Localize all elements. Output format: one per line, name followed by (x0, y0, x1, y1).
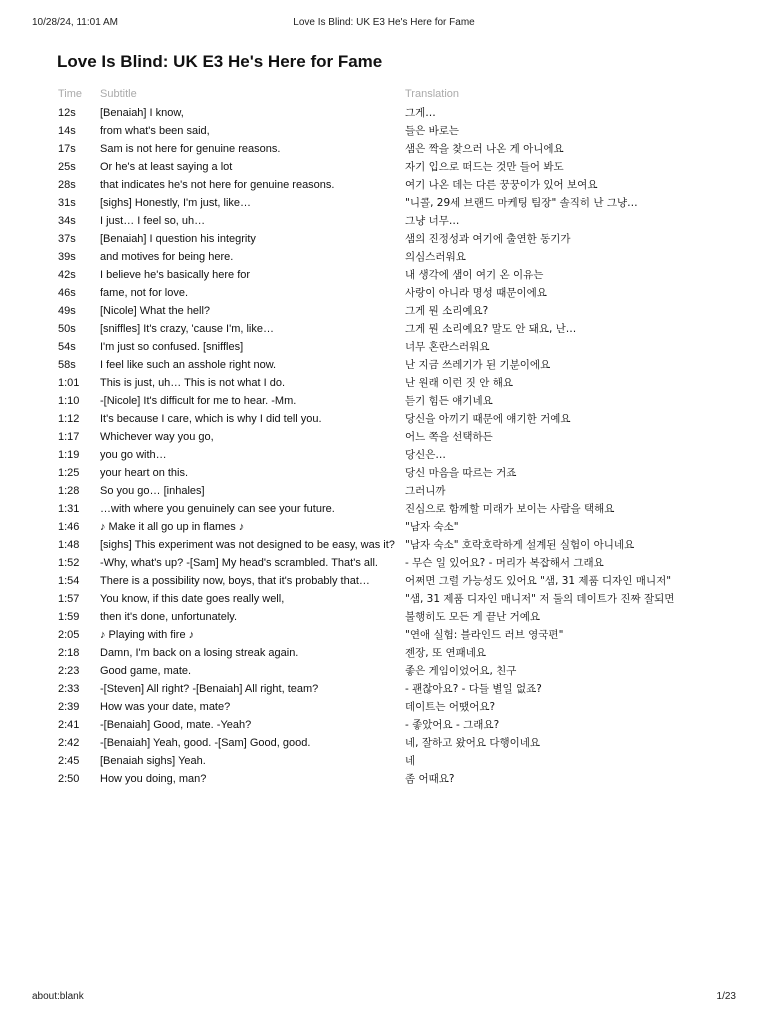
time-cell: 2:23 (58, 665, 80, 677)
table-row (52, 770, 712, 788)
subtitle-cell: your heart on this. (100, 467, 189, 479)
translation-cell: 당신을 아끼기 때문에 얘기한 거예요 (405, 413, 571, 425)
time-cell: 28s (58, 179, 76, 191)
translation-cell: 그게… (405, 107, 436, 119)
table-row (52, 230, 712, 248)
time-cell: 2:05 (58, 629, 80, 641)
translation-cell: - 무슨 일 있어요? - 머리가 복잡해서 그래요 (405, 557, 604, 569)
table-row (52, 734, 712, 752)
time-cell: 1:01 (58, 377, 80, 389)
table-row (52, 590, 712, 608)
time-cell: 34s (58, 215, 76, 227)
time-cell: 1:19 (58, 449, 80, 461)
table-row (52, 374, 712, 392)
translation-cell: "니콜, 29세 브랜드 마케팅 팀장" 솔직히 난 그냥… (405, 197, 638, 209)
time-cell: 1:31 (58, 503, 80, 515)
subtitle-cell: ♪ Make it all go up in flames ♪ (100, 521, 245, 533)
subtitle-cell: [Benaiah] I know, (100, 107, 184, 119)
subtitle-cell: -[Nicole] It's difficult for me to hear. -Mm. (100, 395, 297, 407)
table-row (52, 320, 712, 338)
subtitle-cell: I feel like such an asshole right now. (100, 359, 277, 371)
print-header (32, 17, 736, 31)
translation-cell: 샘은 짝을 찾으러 나온 게 아니에요 (405, 143, 564, 155)
table-body (52, 104, 712, 788)
print-doc-title: Love Is Blind: UK E3 He's Here for Fame (293, 17, 475, 28)
table-row (52, 518, 712, 536)
time-cell: 1:10 (58, 395, 80, 407)
translation-cell: 샘의 진정성과 여기에 출연한 동기가 (405, 233, 571, 245)
subtitle-cell: from what's been said, (100, 125, 210, 137)
subtitle-cell: [sighs] This experiment was not designed to be easy, was it? (100, 539, 395, 551)
subtitle-cell: I believe he's basically here for (100, 269, 251, 281)
table-row (52, 158, 712, 176)
subtitle-cell: So you go… [inhales] (100, 485, 205, 497)
translation-cell: 젠장, 또 연패네요 (405, 647, 487, 659)
table-row (52, 284, 712, 302)
time-cell: 1:12 (58, 413, 80, 425)
subtitle-cell: [sniffles] It's crazy, 'cause I'm, like… (100, 323, 274, 335)
subtitle-cell: Or he's at least saying a lot (100, 161, 233, 173)
page-title: Love Is Blind: UK E3 He's Here for Fame (57, 52, 383, 71)
table-row (52, 554, 712, 572)
table-row (52, 608, 712, 626)
print-footer (32, 991, 736, 1005)
time-cell: 12s (58, 107, 76, 119)
table-row (52, 536, 712, 554)
translation-cell: 난 원래 이런 짓 안 해요 (405, 377, 513, 389)
table-row (52, 698, 712, 716)
translation-cell: 진심으로 함께할 미래가 보이는 사람을 택해요 (405, 503, 615, 515)
translation-cell: 어느 쪽을 선택하든 (405, 431, 493, 443)
table-row (52, 140, 712, 158)
translation-cell: "샘, 31 제품 디자인 매니저" 저 둘의 데이트가 진짜 잘되면 (405, 593, 675, 605)
time-cell: 1:28 (58, 485, 80, 497)
time-cell: 58s (58, 359, 76, 371)
print-url: about:blank (32, 991, 84, 1002)
subtitle-cell: Whichever way you go, (100, 431, 214, 443)
table-row (52, 644, 712, 662)
time-cell: 1:59 (58, 611, 80, 623)
translation-cell: 네 (405, 755, 416, 767)
translation-cell: 사랑이 아니라 명성 때문이에요 (405, 287, 547, 299)
translation-cell: 그게 뭔 소리예요? (405, 305, 489, 317)
subtitle-cell: ♪ Playing with fire ♪ (100, 629, 195, 641)
table-row (52, 428, 712, 446)
translation-cell: "연애 실험: 블라인드 러브 영국편" (405, 629, 564, 641)
subtitle-cell: Damn, I'm back on a losing streak again. (100, 647, 299, 659)
table-row (52, 572, 712, 590)
time-cell: 2:50 (58, 773, 80, 785)
subtitle-cell: fame, not for love. (100, 287, 189, 299)
table-row (52, 392, 712, 410)
table-row (52, 194, 712, 212)
translation-cell: - 좋았어요 - 그래요? (405, 719, 500, 731)
translation-cell: 좀 어때요? (405, 773, 455, 785)
translation-cell: 난 지금 쓰레기가 된 기분이에요 (405, 359, 551, 371)
subtitle-cell: How was your date, mate? (100, 701, 231, 713)
table-row (52, 752, 712, 770)
subtitle-table (52, 84, 712, 788)
time-cell: 1:17 (58, 431, 80, 443)
translation-cell: "남자 숙소" 호락호락하게 설계된 실험이 아니네요 (405, 539, 635, 551)
time-cell: 25s (58, 161, 76, 173)
translation-cell: 여기 나온 데는 다른 꿍꿍이가 있어 보여요 (405, 179, 598, 191)
table-row (52, 248, 712, 266)
translation-cell: 자기 입으로 떠드는 것만 들어 봐도 (405, 161, 564, 173)
table-row (52, 212, 712, 230)
subtitle-cell: How you doing, man? (100, 773, 207, 785)
table-row (52, 176, 712, 194)
translation-cell: 당신 마음을 따르는 거죠 (405, 467, 517, 479)
time-cell: 46s (58, 287, 76, 299)
time-cell: 17s (58, 143, 76, 155)
column-header-translation: Translation (405, 88, 460, 100)
time-cell: 1:48 (58, 539, 80, 551)
subtitle-cell: -[Steven] All right? -[Benaiah] All right, team? (100, 683, 319, 695)
subtitle-cell: then it's done, unfortunately. (100, 611, 238, 623)
time-cell: 2:45 (58, 755, 80, 767)
time-cell: 39s (58, 251, 76, 263)
translation-cell: 그냥 너무… (405, 215, 460, 227)
subtitle-cell: [sighs] Honestly, I'm just, like… (100, 197, 252, 209)
time-cell: 49s (58, 305, 76, 317)
subtitle-cell: -Why, what's up? -[Sam] My head's scrambled. That's all. (100, 557, 378, 569)
table-row (52, 338, 712, 356)
table-row (52, 662, 712, 680)
subtitle-cell: -[Benaiah] Good, mate. -Yeah? (100, 719, 252, 731)
subtitle-cell: You know, if this date goes really well, (100, 593, 285, 605)
column-header-time: Time (58, 88, 83, 100)
translation-cell: 들은 바로는 (405, 125, 460, 137)
subtitle-cell: you go with… (100, 449, 167, 461)
table-row (52, 464, 712, 482)
translation-cell: 내 생각에 샘이 여기 온 이유는 (405, 269, 544, 281)
translation-cell: - 괜찮아요? - 다들 별일 없죠? (405, 683, 542, 695)
time-cell: 42s (58, 269, 76, 281)
table-row (52, 356, 712, 374)
table-row (52, 410, 712, 428)
table-row (52, 716, 712, 734)
table-row (52, 104, 712, 122)
time-cell: 1:54 (58, 575, 80, 587)
time-cell: 31s (58, 197, 76, 209)
table-row (52, 122, 712, 140)
time-cell: 54s (58, 341, 76, 353)
translation-cell: 그러니까 (405, 485, 446, 497)
translation-cell: 너무 혼란스러워요 (405, 341, 490, 353)
time-cell: 1:46 (58, 521, 80, 533)
subtitle-cell: Good game, mate. (100, 665, 192, 677)
table-row (52, 680, 712, 698)
translation-cell: 불행히도 모든 게 끝난 거예요 (405, 611, 541, 623)
print-datetime: 10/28/24, 11:01 AM (32, 17, 118, 28)
subtitle-cell: Sam is not here for genuine reasons. (100, 143, 281, 155)
time-cell: 50s (58, 323, 76, 335)
time-cell: 1:57 (58, 593, 80, 605)
page-number: 1/23 (716, 991, 736, 1002)
subtitle-cell: This is just, uh… This is not what I do. (100, 377, 286, 389)
translation-cell: 그게 뭔 소리예요? 말도 안 돼요, 난… (405, 323, 577, 335)
time-cell: 2:42 (58, 737, 80, 749)
table-row (52, 482, 712, 500)
subtitle-cell: -[Benaiah] Yeah, good. -[Sam] Good, good. (100, 737, 311, 749)
table-header-row (52, 84, 712, 104)
time-cell: 2:33 (58, 683, 80, 695)
translation-cell: 데이트는 어땠어요? (405, 701, 496, 713)
subtitle-cell: …with where you genuinely can see your future. (100, 503, 335, 515)
subtitle-cell: [Benaiah sighs] Yeah. (100, 755, 206, 767)
translation-cell: "남자 숙소" (405, 521, 459, 533)
translation-cell: 의심스러워요 (405, 251, 466, 263)
subtitle-cell: [Nicole] What the hell? (100, 305, 211, 317)
time-cell: 2:39 (58, 701, 80, 713)
time-cell: 1:25 (58, 467, 80, 479)
table-row (52, 500, 712, 518)
column-header-subtitle: Subtitle (100, 88, 137, 100)
translation-cell: 좋은 게임이었어요, 친구 (405, 665, 517, 677)
subtitle-cell: It's because I care, which is why I did tell you. (100, 413, 322, 425)
translation-cell: 어쩌면 그럴 가능성도 있어요 "샘, 31 제품 디자인 매니저" (405, 575, 672, 587)
table-row (52, 266, 712, 284)
subtitle-cell: that indicates he's not here for genuine reasons. (100, 179, 335, 191)
subtitle-cell: I just… I feel so, uh… (100, 215, 206, 227)
translation-cell: 당신은… (405, 449, 446, 461)
table-row (52, 446, 712, 464)
time-cell: 2:18 (58, 647, 80, 659)
translation-cell: 네, 잘하고 왔어요 다행이네요 (405, 737, 541, 749)
table-row (52, 302, 712, 320)
table-row (52, 626, 712, 644)
subtitle-cell: There is a possibility now, boys, that it's probably that… (100, 575, 370, 587)
translation-cell: 듣기 힘든 얘기네요 (405, 395, 493, 407)
time-cell: 2:41 (58, 719, 80, 731)
time-cell: 37s (58, 233, 76, 245)
time-cell: 14s (58, 125, 76, 137)
subtitle-cell: [Benaiah] I question his integrity (100, 233, 256, 245)
time-cell: 1:52 (58, 557, 80, 569)
subtitle-cell: I'm just so confused. [sniffles] (100, 341, 244, 353)
subtitle-cell: and motives for being here. (100, 251, 234, 263)
